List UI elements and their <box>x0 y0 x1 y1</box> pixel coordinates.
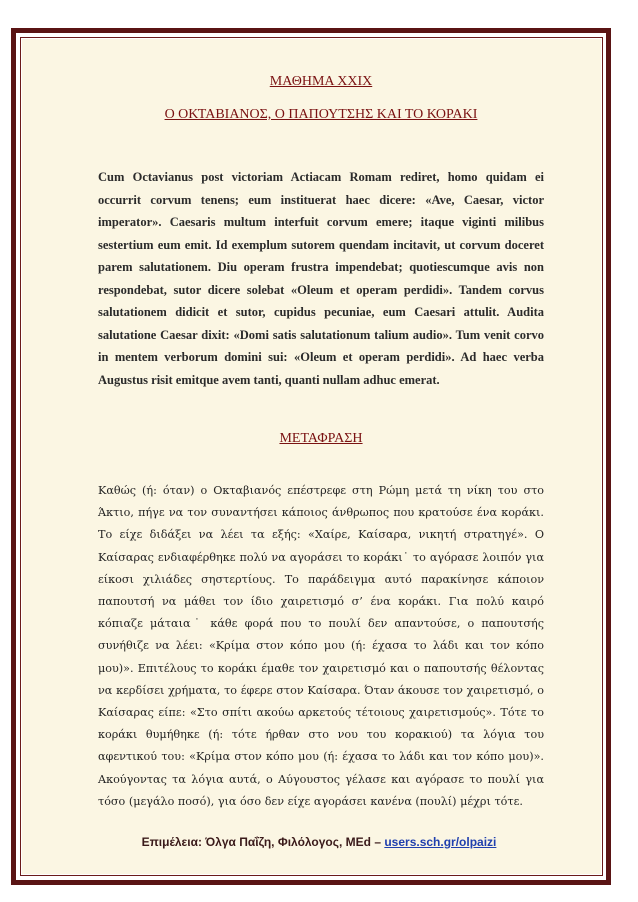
lesson-title: ΜΑΘΗΜΑ XXIX <box>269 74 373 89</box>
latin-passage: Cum Octavianus post victoriam Actiacam Romam rediret, homo quidam ei occurrit corvum tenens; eum instituerat haec dicere: «Ave, Caesar, victor imperator». Caesaris multum interfuit corvum emere; itaque viginti milibus sestertium eum emit. Id exemplum sutorem quendam incitavit, ut corvum doceret parem salutationem. Diu operam frustra impendebat; quotiescumque avis non respondebat, sutor dicere solebat «Oleum et operam perdidi». Tandem corvus salutationem didicit et sutor, cupidus pecuniae, eum Caesari attulit. Audita salutatione Caesar dixit: «Domi satis salutationum talium audio». Tum venit corvo in mentem verborum domini sui: «Oleum et operam perdidi». Ad haec verba Augustus risit emitque avem tanti, quanti nullam adhuc emerat. <box>98 170 544 387</box>
lesson-subtitle: Ο ΟΚΤΑΒΙΑΝΟΣ, Ο ΠΑΠΟΥΤΣΗΣ ΚΑΙ ΤΟ ΚΟΡΑΚΙ <box>164 107 478 122</box>
translation-heading: ΜΕΤΑΦΡΑΣΗ <box>279 431 363 446</box>
footer-credit: Επιμέλεια: Όλγα Παΐζη, Φιλόλογος, MEd – <box>141 835 385 849</box>
footer <box>0 835 638 849</box>
footer-link[interactable]: users.sch.gr/olpaizi <box>384 835 497 849</box>
greek-translation: Καθώς (ή: όταν) ο Οκταβιανός επέστρεφε στη Ρώμη μετά τη νίκη του στο Άκτιο, πήγε να τον συναντήσει κάποιος άνθρωπος που κρατούσε ένα κοράκι. Το είχε διδάξει να λέει τα εξής: «Χαίρε, Καίσαρα, νικητή στρατηγέ». Ο Καίσαρας ενδιαφέρθηκε πολύ να αγοράσει το κοράκι˙ το αγόρασε λοιπόν για είκοσι χιλιάδες σηστερτίους. Το παράδειγμα αυτό παρακίνησε κάποιον παπουτσή να μάθει τον ίδιο χαιρετισμό σ’ ένα κοράκι. Για πολύ καιρό κόπιαζε μάταια˙ κάθε φορά που το πουλί δεν απαντούσε, ο παπουτσής συνήθιζε να λέει: «Κρίμα στον κόπο μου (ή: έχασα το λάδι και τον κόπο μου)». Επιτέλους το κοράκι έμαθε τον χαιρετισμό και ο παπουτσής θέλοντας να κερδίσει χρήματα, το έφερε στον Καίσαρα. Όταν άκουσε τον χαιρετισμό, ο Καίσαρας είπε: «Στο σπίτι ακούω αρκετούς τέτοιους χαιρετισμούς». Τότε το κοράκι θυμήθηκε (ή: τότε ήρθαν στο νου του κορακιού) τα λόγια του αφεντικού του: «Κρίμα στον κόπο μου (ή: έχασα το λάδι και τον κόπο μου)». Ακούγοντας τα λόγια αυτά, ο Αύγουστος γέλασε και αγόρασε το πουλί για τόσο (μεγάλο ποσό), για όσο δεν είχε αγοράσει κανένα (πουλί) μέχρι τότε. <box>98 484 544 808</box>
